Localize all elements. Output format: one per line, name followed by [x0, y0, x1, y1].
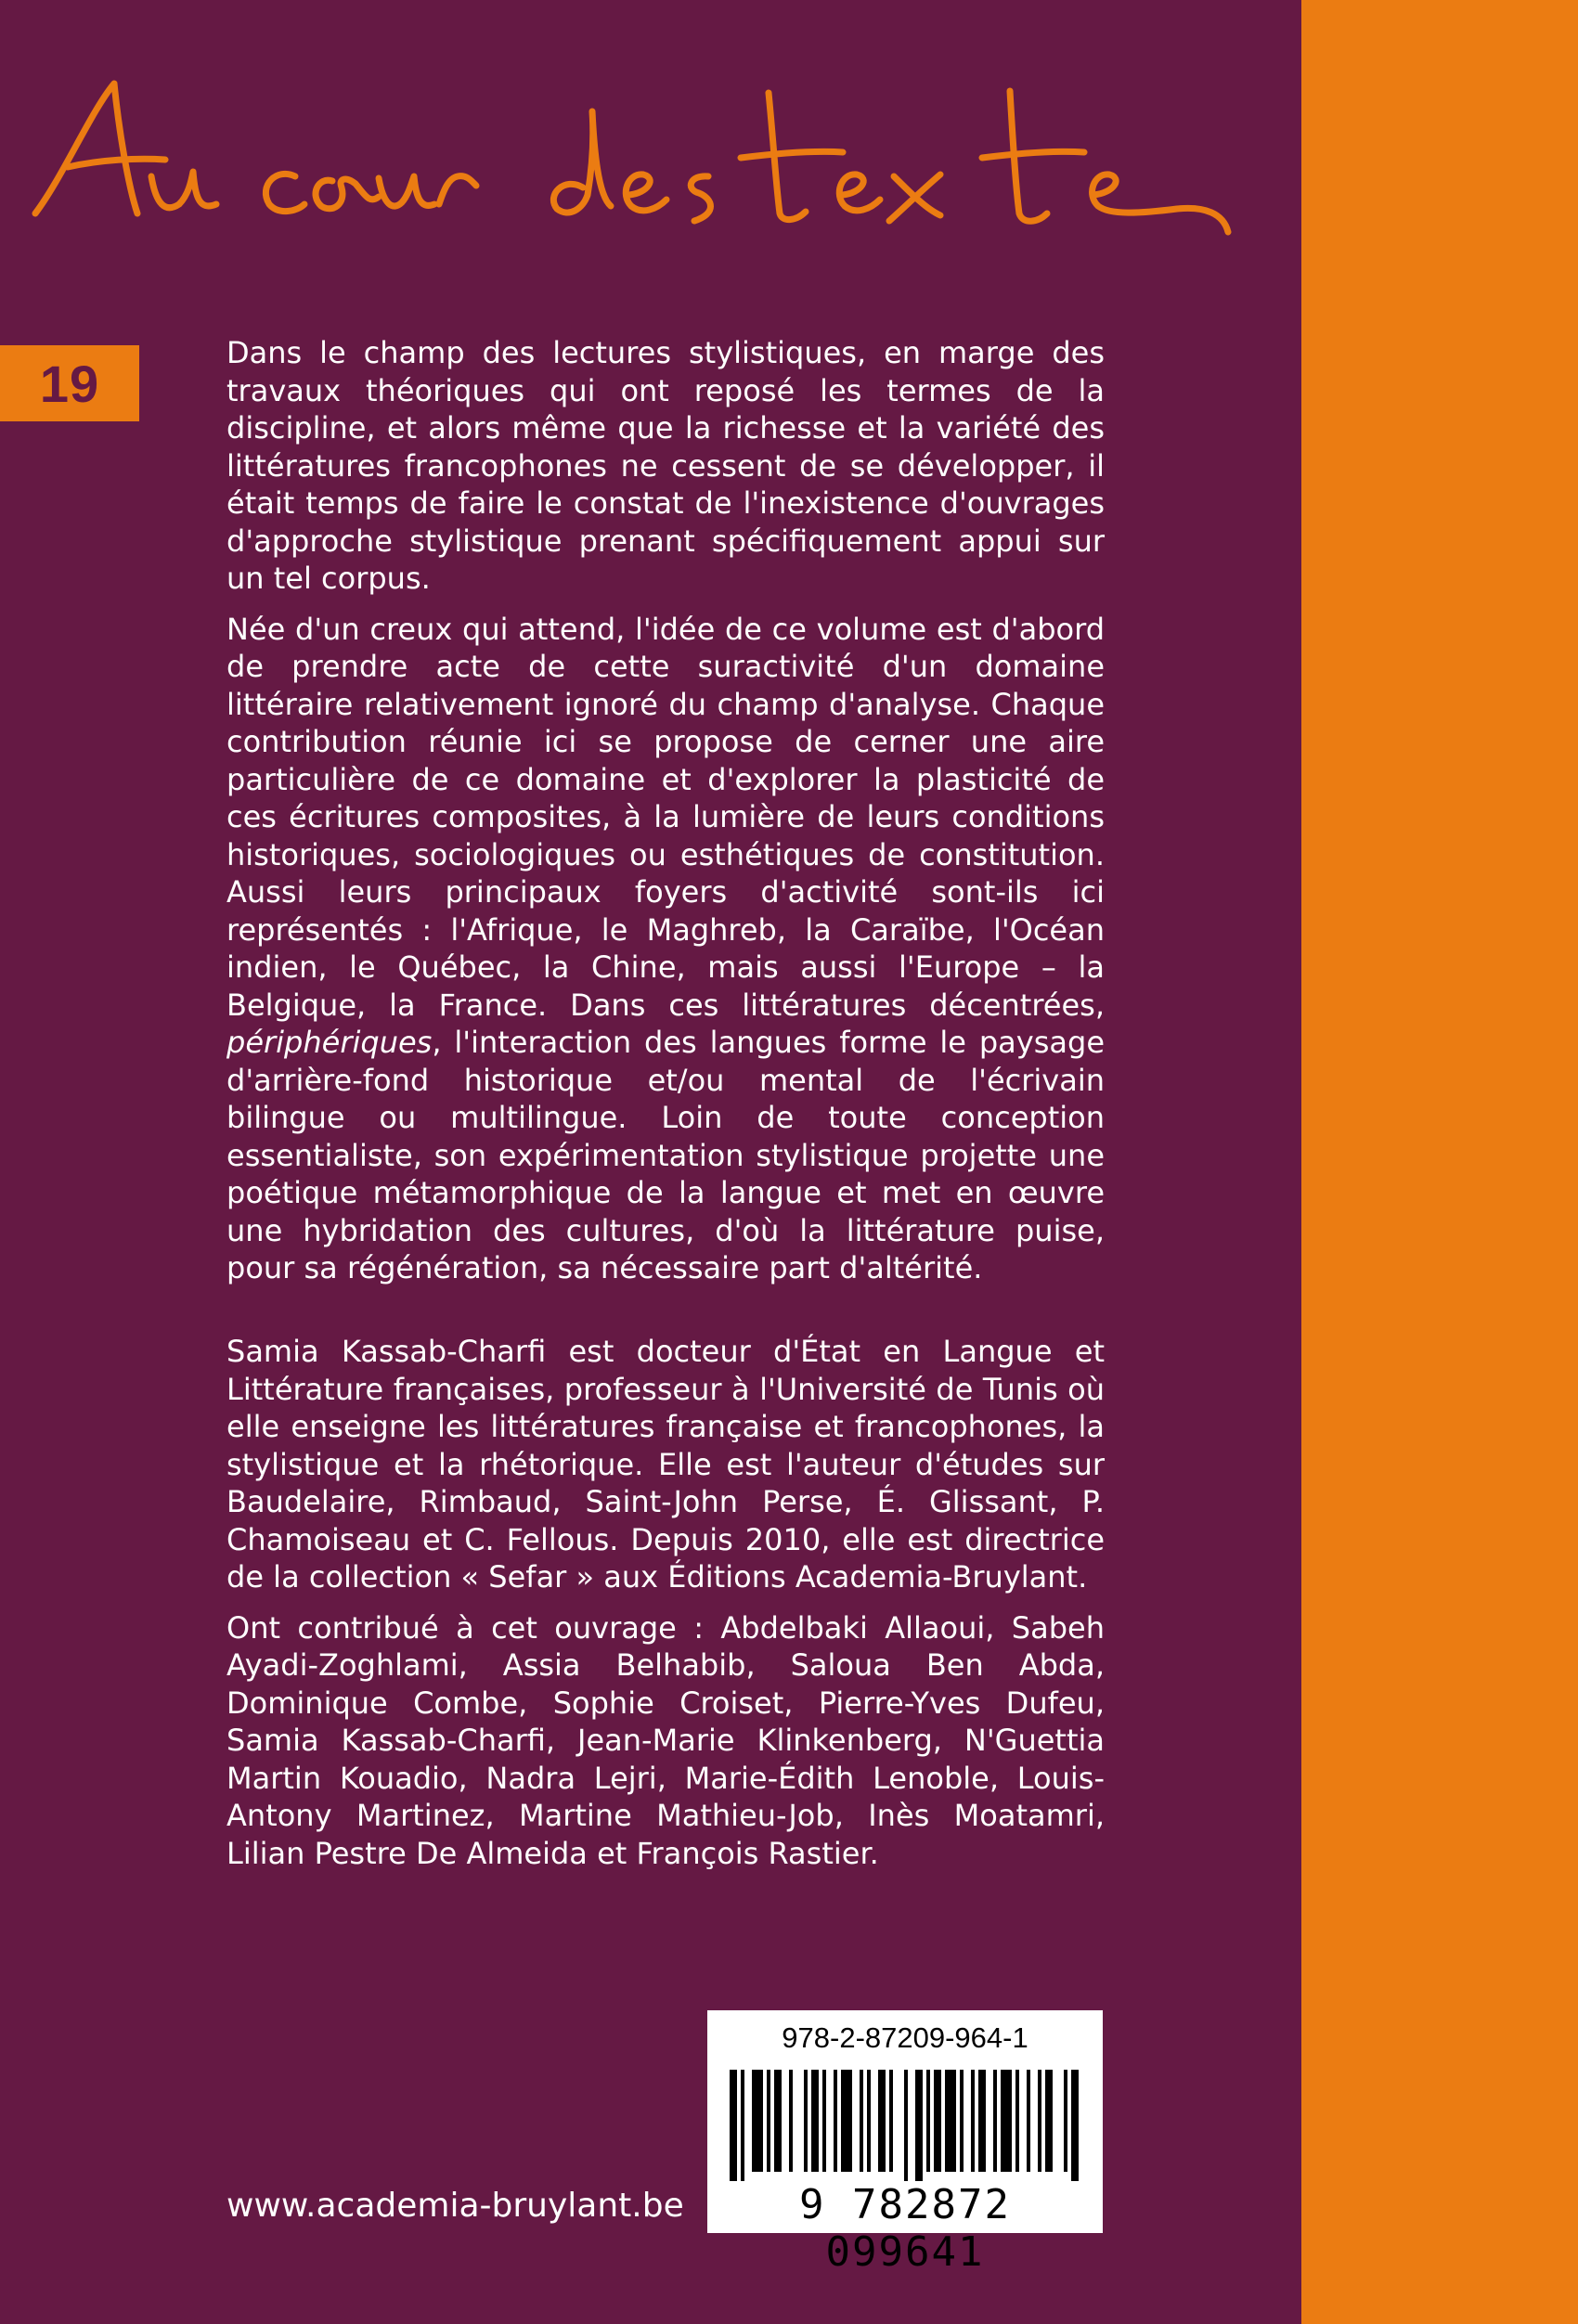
barcode-bar — [804, 2070, 808, 2172]
barcode-bar — [960, 2070, 964, 2172]
book-description — [226, 334, 1105, 1300]
barcode-bar — [934, 2070, 941, 2172]
barcode-bar — [889, 2070, 893, 2172]
barcode-bar — [978, 2070, 986, 2172]
description-paragraph-1: Dans le champ des lectures stylistiques, en marge des travaux théoriques qui ont reposé les termes de la discipline, et alors même que la richesse et la variété des littératures francophones ne cessent de se développer, il était temps de faire le constat de l'inexistence d'ouvrages d'approche stylistique prenant spécifiquement appui sur un tel corpus. — [226, 335, 1105, 596]
orange-side-band — [1301, 0, 1578, 2324]
barcode-bar — [915, 2070, 923, 2181]
barcode-bar — [945, 2070, 956, 2172]
barcode-bar — [1015, 2070, 1019, 2172]
description-emphasis: périphériques — [226, 1025, 433, 1060]
barcode-bar — [752, 2070, 763, 2172]
isbn-number: 978-2-87209-964-1 — [782, 2021, 1028, 2054]
barcode-bar — [1027, 2070, 1030, 2172]
barcode-bar — [926, 2070, 930, 2172]
description-paragraph-2 — [226, 611, 1105, 1287]
isbn-barcode — [707, 2010, 1103, 2276]
barcode-bar — [730, 2070, 737, 2181]
barcode-bar — [904, 2070, 908, 2181]
barcode-bars — [730, 2070, 1082, 2181]
barcode-bar — [1001, 2070, 1012, 2172]
volume-number-badge — [0, 345, 139, 421]
barcode-bar — [867, 2070, 871, 2172]
author-bio: Samia Kassab-Charfi est docteur d'État en Langue et Littérature françaises, professeur à l'Université de Tunis où elle enseigne les littératures française et francophones, la stylistique et la rhétorique. Elle est l'auteur d'études sur Baudelaire, Rimbaud, Saint-John Perse, É. Glissant, P. Chamoiseau et C. Fellous. Depuis 2010, elle est directrice de la collection « Sefar » aux Éditions Academia-Bruylant. — [226, 1334, 1105, 1595]
barcode-bar — [834, 2070, 837, 2172]
author-section — [226, 1333, 1105, 1885]
contributors-list: Ont contribué à cet ouvrage : Abdelbaki Allaoui, Sabeh Ayadi-Zoghlami, Assia Belhabib, Saloua Ben Abda, Dominique Combe, Sophie Croiset, Pierre-Yves Dufeu, Samia Kassab-Charfi, Jean-Marie Klinkenberg, N'Guettia Martin Kouadio, Nadra Lejri, Marie-Édith Lenoble, Louis-Antony Martinez, Martine Mathieu-Job, Inès Moatamri, Lilian Pestre De Almeida et François Rastier. — [226, 1609, 1105, 1871]
barcode-bar — [811, 2070, 819, 2172]
barcode-bar — [1038, 2070, 1041, 2172]
barcode-bar — [860, 2070, 863, 2172]
description-paragraph-2-part-1: Née d'un creux qui attend, l'idée de ce volume est d'abord de prendre acte de cette suractivité d'un domaine littéraire relativement ignoré du champ d'analyse. Chaque contribution réunie ici se propose de cerner une aire particulière de ce domaine et d'explorer la plasticité de ces écritures composites, à la lumière de leurs conditions historiques, sociologiques ou esthétiques de constitution. Aussi leurs principaux foyers d'activité sont-ils ici représentés : l'Afrique, le Maghreb, la Caraïbe, l'Océan indien, le Québec, la Chine, mais aussi l'Europe – la Belgique, la France. Dans ces littératures décentrées, — [226, 611, 1105, 1023]
description-paragraph-2-part-2: , l'interaction des langues forme le paysage d'arrière-fond historique et/ou mental de l'écrivain bilingue ou multilingue. Loin de toute conception essentialiste, son expérimentation stylistique projette une poétique métamorphique de la langue et met en œuvre une hybridation des cultures, d'où la littérature puise, pour sa régénération, sa nécessaire part d'altérité. — [226, 1025, 1105, 1285]
barcode-bar — [741, 2070, 744, 2181]
volume-number: 19 — [39, 354, 100, 413]
barcode-bar — [971, 2070, 975, 2172]
barcode-bar — [841, 2070, 852, 2172]
barcode-bar — [1045, 2070, 1053, 2172]
barcode-digits: 9 782872 099641 — [799, 2181, 1011, 2276]
barcode-bar — [789, 2070, 793, 2172]
barcode-bar — [774, 2070, 782, 2172]
barcode-bar — [1071, 2070, 1079, 2181]
barcode-bar — [993, 2070, 997, 2172]
barcode-bar — [822, 2070, 826, 2172]
series-handwritten-logo — [26, 74, 1233, 288]
barcode-bar — [878, 2070, 886, 2172]
publisher-website[interactable]: www.academia-bruylant.be — [226, 2187, 684, 2225]
barcode-bar — [767, 2070, 770, 2172]
barcode-bar — [1064, 2070, 1067, 2172]
